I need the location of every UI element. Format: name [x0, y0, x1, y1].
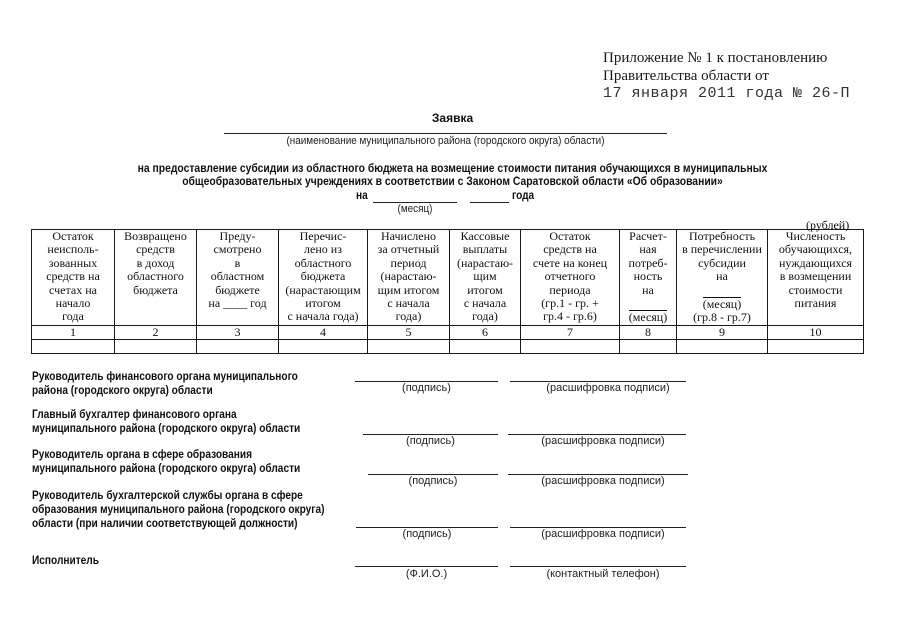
appendix-line-1: Приложение № 1 к постановлению	[603, 50, 828, 66]
data-cell[interactable]	[197, 339, 279, 353]
signature-decoding-caption: (расшифровка подписи)	[541, 475, 665, 487]
subtitle-line-1: на предоставление субсидии из областного бюджета на возмещение стоимости питания обучающихся в муниципальных	[137, 163, 768, 175]
col-number: 8	[620, 325, 677, 339]
signature-decoding-caption: (расшифровка подписи)	[541, 528, 665, 540]
signature-caption: (подпись)	[406, 435, 455, 447]
signatory-accounting-head: Руководитель бухгалтерской службы органа в сфере образования муниципального района (городского округа) области (при наличии соответствующей должности)	[32, 490, 325, 530]
form-title: Заявка	[431, 111, 474, 125]
col-number: 6	[450, 325, 521, 339]
data-cell[interactable]	[115, 339, 197, 353]
form-subtitle	[45, 163, 860, 189]
col-number: 1	[32, 325, 115, 339]
data-cell[interactable]	[620, 339, 677, 353]
col-number: 7	[521, 325, 620, 339]
executor-label: Исполнитель	[32, 555, 99, 567]
col-header-1: Остаток неисполь- зованных средств на счетах на начало года	[32, 230, 115, 326]
municipality-field[interactable]	[224, 133, 667, 134]
col-header-9: Потребность в перечислении субсидии на (месяц) (гр.8 - гр.7)	[677, 230, 768, 326]
municipality-caption: (наименование муниципального района (городского округа) области)	[286, 135, 605, 147]
col-number: 5	[368, 325, 450, 339]
col-header-2: Возвращено средств в доход областного бюджета	[115, 230, 197, 326]
data-cell[interactable]	[279, 339, 368, 353]
col-number: 2	[115, 325, 197, 339]
signature-decoding-caption: (расшифровка подписи)	[546, 382, 670, 394]
data-cell[interactable]	[368, 339, 450, 353]
col-header-4: Перечис- лено из областного бюджета (нарастающим итогом с начала года)	[279, 230, 368, 326]
col-number: 10	[768, 325, 864, 339]
period-prefix: на	[356, 190, 368, 202]
signature-caption: (подпись)	[402, 382, 451, 394]
appendix-line-3: 17 января 2011 года № 26-П	[603, 85, 851, 102]
signatory-finance-head: Руководитель финансового органа муниципального района (городского округа) области	[32, 371, 298, 397]
data-cell[interactable]	[32, 339, 115, 353]
signatory-chief-accountant: Главный бухгалтер финансового органа муниципального района (городского округа) области	[32, 409, 301, 435]
executor-phone-field[interactable]	[510, 566, 686, 567]
period-suffix: года	[512, 190, 535, 202]
signature-caption: (подпись)	[408, 475, 458, 487]
col-number: 3	[197, 325, 279, 339]
column-number-row	[32, 325, 864, 339]
data-row	[32, 339, 864, 353]
col-header-8: Расчет- ная потреб- ность на (месяц)	[620, 230, 677, 326]
table-header-row	[32, 230, 864, 326]
signatory-education-head: Руководитель органа в сфере образования муниципального района (городского округа) области	[32, 449, 301, 475]
data-cell[interactable]	[677, 339, 768, 353]
appendix-line-2: Правительства области от	[603, 68, 769, 84]
col-header-7: Остаток средств на счете на конец отчетного периода (гр.1 - гр. + гр.4 - гр.6)	[521, 230, 620, 326]
data-cell[interactable]	[521, 339, 620, 353]
executor-name-caption: (Ф.И.О.)	[405, 568, 448, 580]
subsidy-table	[31, 229, 864, 354]
col-header-10: Численость обучающихся, нуждающихся в возмещении стоимости питания	[768, 230, 864, 326]
units-label: (рублей)	[806, 218, 850, 232]
signature-caption: (подпись)	[402, 528, 452, 540]
col-number: 9	[677, 325, 768, 339]
executor-name-field[interactable]	[355, 566, 498, 567]
appendix-note	[603, 49, 850, 103]
subtitle-line-2: общеобразовательных учреждениях в соответствии с Законом Саратовской области «Об образовании»	[182, 176, 723, 188]
col-header-6: Кассовые выплаты (нарастаю- щим итогом с начала года)	[450, 230, 521, 326]
executor-phone-caption: (контактный телефон)	[546, 568, 660, 580]
col-number: 4	[279, 325, 368, 339]
col-header-5: Начислено за отчетный период (нарастаю- щим итогом с начала года)	[368, 230, 450, 326]
month-caption: (месяц)	[397, 203, 433, 215]
year-field[interactable]	[470, 202, 509, 203]
signature-decoding-caption: (расшифровка подписи)	[541, 435, 665, 447]
data-cell[interactable]	[450, 339, 521, 353]
data-cell[interactable]	[768, 339, 864, 353]
col-header-3: Преду- смотрено в областном бюджете на ____ год	[197, 230, 279, 326]
